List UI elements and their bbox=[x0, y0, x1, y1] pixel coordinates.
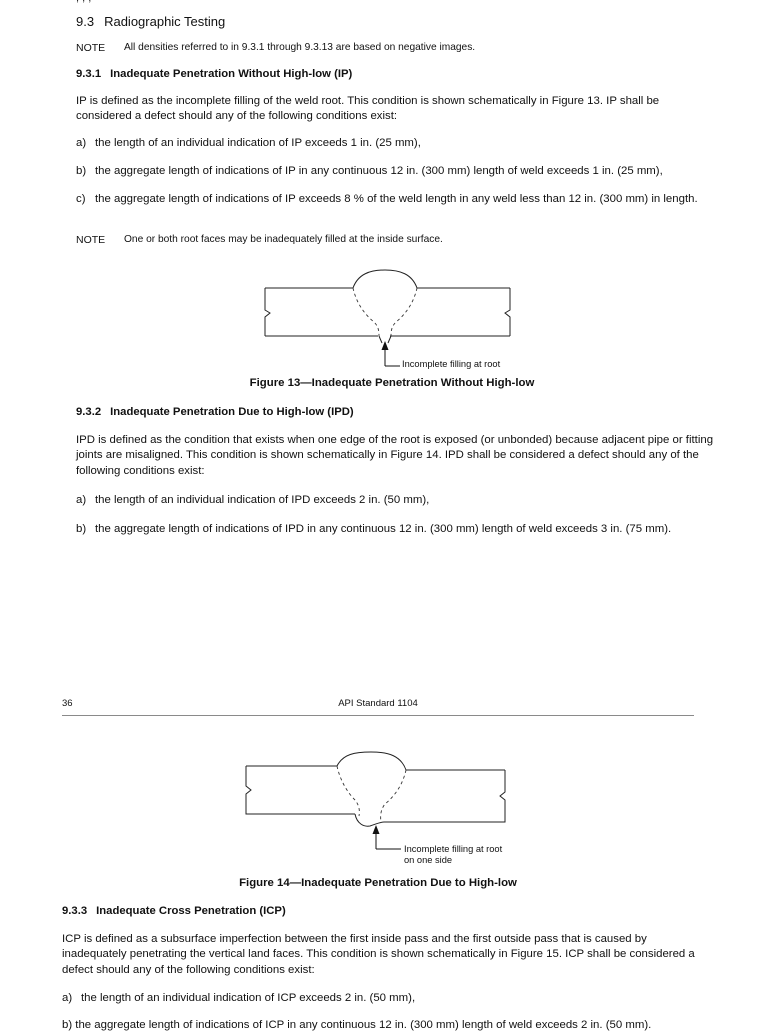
figure-13-weld-diagram bbox=[258, 270, 518, 370]
figure-13-callout: Incomplete filling at root bbox=[402, 359, 501, 369]
subsection-number: 9.3.2 bbox=[76, 406, 102, 418]
cut-off-line: b) the aggregate length of indications of ICP in any continuous 12 in. (300 mm) length of weld exceeds 2 in. (50 mm). bbox=[62, 1019, 652, 1031]
list-item: a) the length of an individual indication of IP exceeds 1 in. (25 mm), bbox=[76, 137, 421, 149]
section-9-3-2-heading bbox=[76, 405, 354, 420]
section-9-3-3-heading bbox=[62, 904, 286, 919]
page-number: 36 bbox=[62, 698, 73, 709]
note-text: One or both root faces may be inadequately filled at the inside surface. bbox=[124, 234, 443, 245]
list-item: a) the length of an individual indication of ICP exceeds 2 in. (50 mm), bbox=[62, 992, 416, 1004]
subsection-title: Inadequate Penetration Without High-low (IP) bbox=[110, 68, 353, 80]
paragraph-ip-definition: IP is defined as the incomplete filling of the weld root. This condition is shown schematically in Figure 13. IP shall be considered a defect should any of the following conditions exist: bbox=[76, 95, 660, 123]
page-header-title: API Standard 1104 bbox=[338, 698, 418, 709]
section-9-3-heading bbox=[76, 13, 225, 31]
section-9-3-1-heading bbox=[76, 67, 352, 82]
subsection-title: Inadequate Cross Penetration (ICP) bbox=[96, 905, 286, 917]
subsection-number: 9.3.1 bbox=[76, 68, 102, 80]
list-item: b) the aggregate length of indications of IP in any continuous 12 in. (300 mm) length of weld exceeds 1 in. (25 mm), bbox=[76, 165, 663, 177]
note-root-faces bbox=[76, 233, 716, 247]
figure-14-callout: Incomplete filling at root on one side bbox=[404, 844, 503, 866]
header-rule bbox=[62, 715, 694, 716]
figure-14-weld-diagram bbox=[243, 752, 513, 852]
note-label: NOTE bbox=[76, 42, 106, 54]
note-densities bbox=[76, 41, 716, 55]
list-item: b) the aggregate length of indications of IPD in any continuous 12 in. (300 mm) length of weld exceeds 3 in. (75 mm). bbox=[76, 523, 672, 535]
note-label: NOTE bbox=[76, 234, 106, 246]
section-number: 9.3 bbox=[76, 14, 95, 29]
top-cut-fragment bbox=[76, 0, 91, 6]
section-title: Radiographic Testing bbox=[104, 14, 226, 29]
paragraph-ipd-definition: IPD is defined as the condition that exists when one edge of the root is exposed (or unbonded) because adjacent pipe or fitting joints are misaligned. This condition is shown schematically in Figure 14. IPD shall be considered a defect should any of the following conditions exist: bbox=[76, 434, 714, 477]
list-item: c) the aggregate length of indications of IP exceeds 8 % of the weld length in any weld less than 12 in. (300 mm) in length. bbox=[76, 193, 698, 205]
note-text: All densities referred to in 9.3.1 through 9.3.13 are based on negative images. bbox=[124, 42, 476, 53]
subsection-title: Inadequate Penetration Due to High-low (IPD) bbox=[110, 406, 354, 418]
figure-13-caption: Figure 13—Inadequate Penetration Without High-low bbox=[249, 377, 535, 389]
paragraph-icp-definition: ICP is defined as a subsurface imperfection between the first inside pass and the first outside pass that is caused by inadequately penetrating the vertical land faces. This condition is shown schematically in Figure 15. ICP shall be considered a defect should any of the following conditions exist: bbox=[62, 933, 695, 976]
figure-14-caption: Figure 14—Inadequate Penetration Due to High-low bbox=[239, 877, 517, 889]
subsection-number: 9.3.3 bbox=[62, 905, 88, 917]
list-item: a) the length of an individual indication of IPD exceeds 2 in. (50 mm), bbox=[76, 494, 430, 506]
